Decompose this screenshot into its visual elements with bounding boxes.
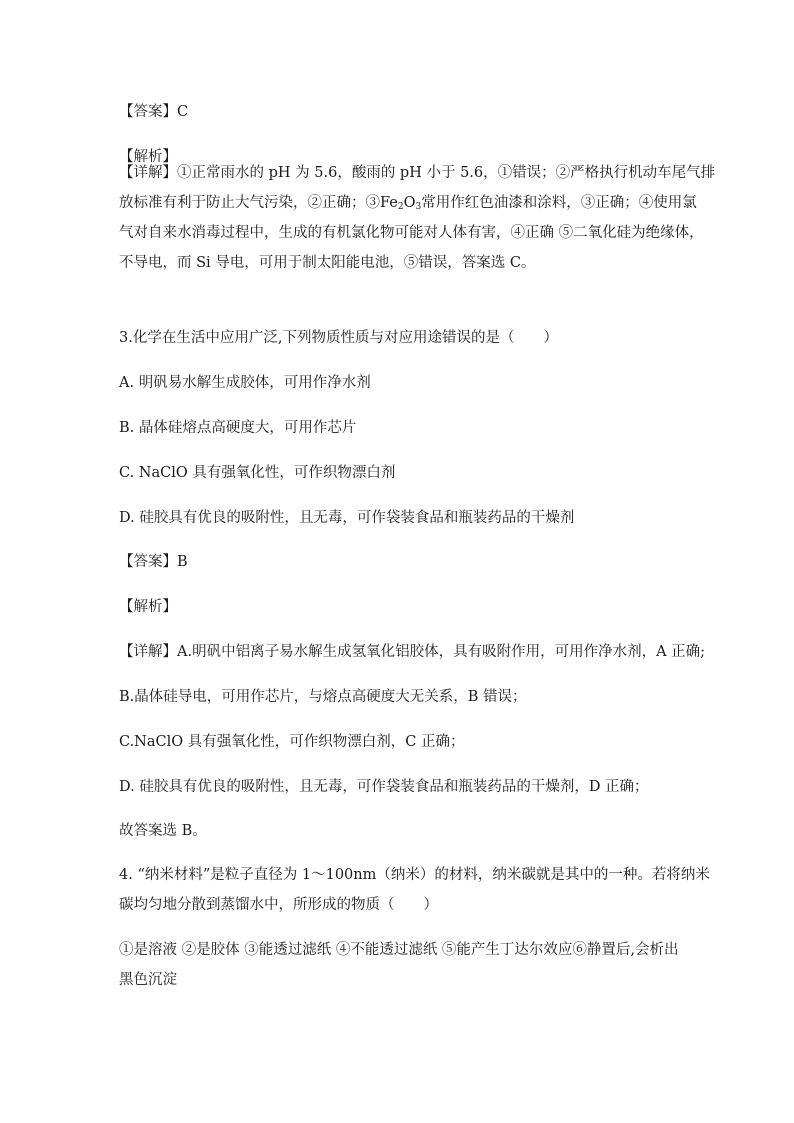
q4-stem-row-1: 4. “纳米材料”是粒子直径为 1～100nm（纳米）的材料，纳米碳就是其中的一种。若将纳米 <box>119 867 710 883</box>
q3-option-d: D. 硅胶具有优良的吸附性，且无毒，可作袋装食品和瓶装药品的干燥剂 <box>119 510 575 526</box>
q3-answer: 【答案】B <box>119 554 188 570</box>
q3-analysis-heading: 【解析】 <box>119 599 177 615</box>
q3-option-b: B. 晶体硅熔点高硬度大，可用作芯片 <box>119 420 357 436</box>
q3-detail-c: C.NaClO 具有强氧化性，可作织物漂白剂，C 正确； <box>119 734 465 750</box>
fe2o3-subscript-3: 3 <box>415 202 422 212</box>
q4-choices-row-2: 黑色沉淀 <box>119 972 177 988</box>
q3-stem: 3.化学在生活中应用广泛,下列物质性质与对应用途错误的是（ ） <box>119 330 558 346</box>
q3-detail-a: 【详解】A.明矾中铝离子易水解生成氢氧化铝胶体，具有吸附作用，可用作净水剂，A 正确; <box>119 644 706 660</box>
q2-detail-row-4: 不导电，而 Si 导电，可用于制太阳能电池，⑤错误，答案选 C。 <box>119 255 536 271</box>
q2-detail-row-2 <box>119 188 697 218</box>
q2-detail-row-1: 【详解】①正常雨水的 pH 为 5.6，酸雨的 pH 小于 5.6，①错误；②严格执行机动车尾气排 <box>119 165 716 181</box>
q3-detail-b: B.晶体硅导电，可用作芯片，与熔点高硬度大无关系，B 错误； <box>119 689 527 705</box>
q3-detail-d: D. 硅胶具有优良的吸附性，且无毒，可作袋装食品和瓶装药品的干燥剂，D 正确； <box>119 779 649 795</box>
q3-option-c: C. NaClO 具有强氧化性，可作织物漂白剂 <box>119 465 396 481</box>
q2-detail-paragraph <box>119 158 716 278</box>
q3-conclusion: 故答案选 B。 <box>119 823 207 839</box>
q4-stem <box>119 860 710 920</box>
q4-choices <box>119 935 679 995</box>
q3-option-a: A. 明矾易水解生成胶体，可用作净水剂 <box>119 375 371 391</box>
q2-analysis-heading: 【解析】 <box>119 149 177 165</box>
fe2o3-subscript-2: 2 <box>397 202 404 212</box>
q2-answer: 【答案】C <box>119 104 189 120</box>
q2-detail-row-2-text-o: O <box>403 195 416 211</box>
q4-stem-row-2: 碳均匀地分散到蒸馏水中，所形成的物质（ ） <box>119 897 438 913</box>
q2-detail-row-2-text-b: 常用作红色油漆和涂料，③正确；④使用氯 <box>421 195 697 211</box>
q4-choices-row-1: ①是溶液 ②是胶体 ③能透过滤纸 ④不能透过滤纸 ⑤能产生丁达尔效应⑥静置后,会析出 <box>119 942 679 958</box>
q2-detail-row-3: 气对自来水消毒过程中，生成的有机氯化物可能对人体有害，④正确 ⑤二氧化硅为绝缘体， <box>119 225 704 241</box>
q2-detail-row-2-text-a: 放标准有利于防止大气污染，②正确；③Fe <box>119 195 398 211</box>
